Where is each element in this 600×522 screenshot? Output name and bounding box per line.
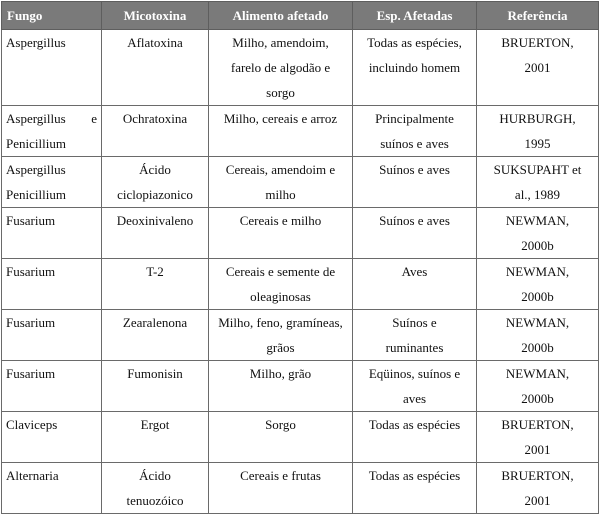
cell-text-line: Milho, cereais e arroz [223,111,338,126]
cell-text-line: Suínos e [392,315,437,330]
cell-text-line: NEWMAN, [505,315,570,330]
cell-text-line: Ácido [139,162,171,177]
table-row [2,463,599,514]
cell-text-line: Aves [401,264,428,279]
header-micotoxina: Micotoxina [102,2,209,30]
cell-especies-afetadas [353,361,477,412]
table-row [2,30,599,106]
cell-text-line: Suínos e aves [379,162,450,177]
cell-alimento-afetado [209,208,353,259]
cell-text-line: Alternaria [6,468,59,483]
cell-text-line: Penicillium [6,136,66,151]
cell-text-line: Fumonisin [127,366,183,381]
cell-fungo [2,310,102,361]
cell-micotoxina [102,30,209,106]
cell-text-line: sorgo [266,85,295,100]
cell-fungo [2,361,102,412]
cell-micotoxina [102,310,209,361]
cell-text-line: SUKSUPAHT et [493,162,582,177]
cell-text-line: Aspergillus [6,35,66,50]
cell-referencia [477,30,599,106]
cell-text-line: Cereais e frutas [240,468,321,483]
cell-text-line: Claviceps [6,417,58,432]
cell-referencia [477,259,599,310]
cell-text-line: Cereais e milho [239,213,322,228]
cell-text-line: milho [265,187,296,202]
header-fungo: Fungo [2,2,102,30]
cell-fungo [2,412,102,463]
cell-text-line: Milho, amendoim, [232,35,329,50]
table-row [2,310,599,361]
cell-referencia [477,208,599,259]
cell-text-line: Ochratoxina [122,111,188,126]
cell-text-line: ciclopiazonico [117,187,193,202]
cell-fungo [2,463,102,514]
cell-text-line: Ergot [140,417,170,432]
cell-text-line: T-2 [146,264,164,279]
cell-micotoxina [102,412,209,463]
cell-word: Aspergillus [6,111,66,126]
cell-alimento-afetado [209,463,353,514]
cell-micotoxina [102,463,209,514]
cell-text-line: Aspergillus [6,162,66,177]
cell-text-line: tenuozóico [126,493,184,508]
cell-text-line: grãos [266,340,295,355]
cell-text-line: oleaginosas [250,289,311,304]
cell-text-line [6,106,97,131]
cell-referencia [477,106,599,157]
cell-especies-afetadas [353,463,477,514]
cell-text-line: Sorgo [265,417,296,432]
header-referencia: Referência [477,2,599,30]
cell-referencia [477,361,599,412]
cell-text-line: Milho, grão [249,366,312,381]
cell-text-line: NEWMAN, [505,213,570,228]
cell-text-line: BRUERTON, [501,35,574,50]
cell-text-line: Milho, feno, gramíneas, [218,315,343,330]
cell-text-line: 2001 [524,442,551,457]
cell-text-line: 2000b [521,391,554,406]
table-row [2,208,599,259]
table-row [2,157,599,208]
cell-alimento-afetado [209,259,353,310]
cell-micotoxina [102,361,209,412]
cell-fungo [2,259,102,310]
cell-text-line: Cereais, amendoim e [225,162,336,177]
cell-fungo [2,106,102,157]
cell-text-line: Eqüinos, suínos e [368,366,461,381]
cell-text-line: Todas as espécies [368,468,461,483]
cell-text-line: incluindo homem [368,60,461,75]
cell-text-line: 1995 [524,136,551,151]
cell-especies-afetadas [353,208,477,259]
mycotoxin-table [1,1,599,514]
cell-text-line: ruminantes [385,340,444,355]
table-row [2,106,599,157]
cell-especies-afetadas [353,106,477,157]
cell-text-line: Fusarium [6,366,56,381]
cell-micotoxina [102,106,209,157]
cell-word: e [91,111,97,126]
table-row [2,259,599,310]
cell-referencia [477,463,599,514]
cell-referencia [477,310,599,361]
cell-text-line: aves [402,391,427,406]
cell-text-line: BRUERTON, [501,417,574,432]
cell-text-line: NEWMAN, [505,264,570,279]
cell-text-line: Cereais e semente de [225,264,336,279]
cell-text-line: Principalmente [375,111,454,126]
cell-text-line: 2001 [524,60,551,75]
cell-text-line: suínos e aves [380,136,449,151]
cell-text-line: HURBURGH, [499,111,576,126]
cell-alimento-afetado [209,106,353,157]
cell-text-line: Ácido [139,468,171,483]
table-row [2,412,599,463]
cell-alimento-afetado [209,412,353,463]
cell-text-line: Aflatoxina [127,35,183,50]
header-row [2,2,599,30]
cell-especies-afetadas [353,259,477,310]
cell-text-line: farelo de algodão e [230,60,331,75]
cell-fungo [2,30,102,106]
cell-text-line: Fusarium [6,315,56,330]
cell-alimento-afetado [209,30,353,106]
cell-alimento-afetado [209,157,353,208]
cell-fungo [2,157,102,208]
table-row [2,361,599,412]
cell-text-line: Penicillium [6,187,66,202]
cell-text-line: 2000b [521,340,554,355]
header-especies-afetadas: Esp. Afetadas [353,2,477,30]
cell-text-line: Todas as espécies, [367,35,462,50]
cell-text-line: Zearalenona [122,315,188,330]
cell-especies-afetadas [353,30,477,106]
cell-text-line: 2001 [524,493,551,508]
cell-especies-afetadas [353,412,477,463]
cell-micotoxina [102,259,209,310]
cell-fungo [2,208,102,259]
cell-text-line: NEWMAN, [505,366,570,381]
cell-text-line: Todas as espécies [368,417,461,432]
cell-text-line: Fusarium [6,213,56,228]
cell-text-line: 2000b [521,238,554,253]
cell-text-line: Suínos e aves [379,213,450,228]
cell-text-line: 2000b [521,289,554,304]
cell-referencia [477,157,599,208]
cell-alimento-afetado [209,361,353,412]
cell-alimento-afetado [209,310,353,361]
cell-referencia [477,412,599,463]
cell-text-line: BRUERTON, [501,468,574,483]
header-alimento-afetado: Alimento afetado [209,2,353,30]
cell-text-line: al., 1989 [514,187,561,202]
cell-text-line: Deoxinivaleno [116,213,194,228]
cell-micotoxina [102,208,209,259]
cell-especies-afetadas [353,310,477,361]
cell-micotoxina [102,157,209,208]
cell-especies-afetadas [353,157,477,208]
cell-text-line: Fusarium [6,264,56,279]
